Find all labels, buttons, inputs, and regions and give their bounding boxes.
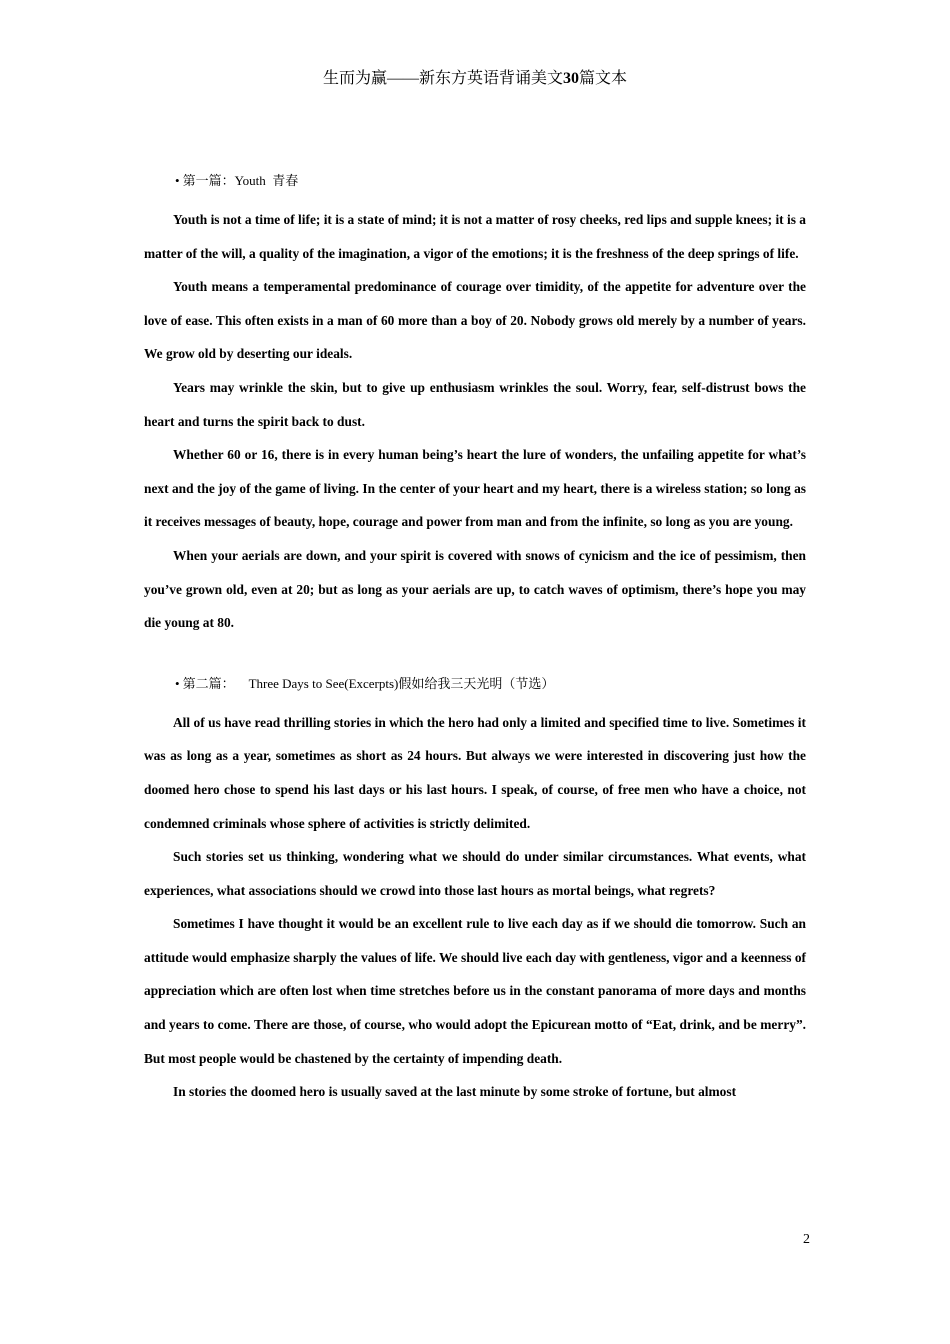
section-1-label: 第一篇：	[182, 173, 235, 188]
header-title-suffix: 篇文本	[579, 70, 628, 87]
section-2-title	[144, 673, 806, 695]
paragraph: In stories the doomed hero is usually saved at the last minute by some stroke of fortune, but almost	[173, 1084, 737, 1100]
document-body	[144, 170, 806, 1109]
paragraph: All of us have read thrilling stories in which the hero had only a limited and specified time to live. Sometimes it was as long as a year, sometimes as short as 24 hours. But always we were interested in discovering just how the doomed hero chose to spend his last days or his last hours. I speak, of course, of free men who have a choice, not condemned criminals whose sphere of activities is strictly delimited.	[144, 714, 806, 831]
section-spacer	[144, 640, 806, 673]
paragraph: Sometimes I have thought it would be an excellent rule to live each day as if we should die tomorrow. Such an attitude would emphasize sharply the values of life. We should live each day with gentleness, vigor and a keenness of appreciation which are often lost when time stretches before us in the constant panorama of more days and months and years to come. There are those, of course, who would adopt the Epicurean motto of “Eat, drink, and be merry”. But most people would be chastened by the certainty of impending death.	[144, 916, 806, 1066]
paragraph: Youth means a temperamental predominance of courage over timidity, of the appetite for adventure over the love of ease. This often exists in a man of 60 more than a boy of 20. Nobody grows old merely by a number of years. We grow old by deserting our ideals.	[144, 279, 806, 362]
section-1-heading: Youth 青春	[234, 173, 299, 188]
page-header	[0, 68, 950, 90]
bullet-icon: •	[175, 675, 180, 691]
section-2-label: 第二篇：	[182, 675, 235, 691]
section-2-heading: Three Days to See(Excerpts)假如给我三天光明（节选）	[248, 675, 555, 691]
header-title-number: 30	[563, 70, 579, 87]
bullet-icon: •	[175, 173, 180, 188]
paragraph: Whether 60 or 16, there is in every human being’s heart the lure of wonders, the unfailing appetite for what’s next and the joy of the game of living. In the center of your heart and my heart, there is a wireless station; so long as it receives messages of beauty, hope, courage and power from man and from the infinite, so long as you are young.	[144, 447, 806, 530]
paragraph: Years may wrinkle the skin, but to give up enthusiasm wrinkles the soul. Worry, fear, self-distrust bows the heart and turns the spirit back to dust.	[144, 379, 806, 429]
header-title-prefix: 生而为赢——新东方英语背诵美文	[322, 70, 563, 87]
section-1-title	[144, 170, 806, 192]
paragraph: When your aerials are down, and your spirit is covered with snows of cynicism and the ice of pessimism, then you’ve grown old, even at 20; but as long as your aerials are up, to catch waves of optimism, there’s hope you may die young at 80.	[144, 547, 806, 631]
paragraph: Such stories set us thinking, wondering what we should do under similar circumstances. What events, what experiences, what associations should we crowd into those last hours as mortal beings, what regrets?	[144, 849, 806, 898]
page-number: 2	[803, 1232, 810, 1247]
paragraph: Youth is not a time of life; it is a state of mind; it is not a matter of rosy cheeks, red lips and supple knees; it is a matter of the will, a quality of the imagination, a vigor of the emotions; it is the freshness of the deep springs of life.	[144, 212, 806, 261]
